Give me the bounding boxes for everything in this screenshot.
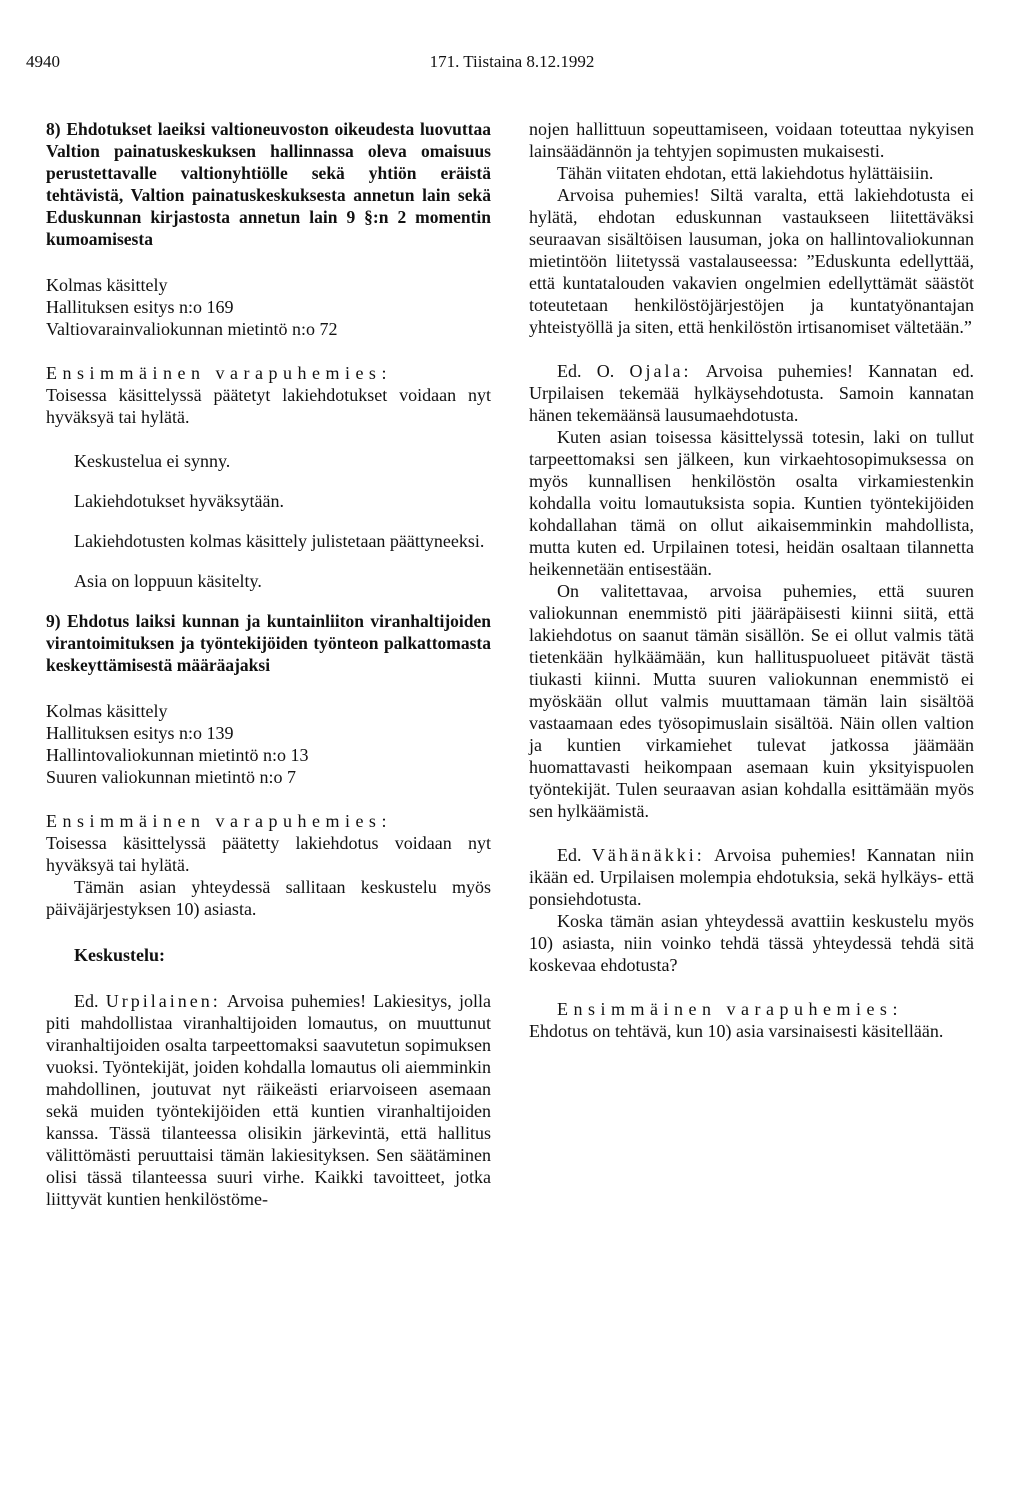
vahanakki-paragraph: Koska tämän asian yhteydessä avattiin keskustelu myös 10) asiasta, niin voinko tehdä tässä yhteydessä tehdä sitä koskevaa ehdotusta? xyxy=(529,911,974,975)
item-8-title: 8) Ehdotukset laeiksi valtioneuvoston oikeudesta luovuttaa Valtion painatuskeskuksen hallinnassa oleva omaisuus perustettavalle valtionyhtiölle sekä yhtiön eräistä tehtävistä, Valtion painatuskeskuksesta annetun lain sekä Eduskunnan kirjastosta annetun lain 9 §:n 2 momentin kumoamisesta xyxy=(46,119,491,249)
left-column xyxy=(46,118,491,1210)
chair-speech-continued: Tämän asian yhteydessä sallitaan keskustelu myös päiväjärjestyksen 10) asiasta. xyxy=(46,877,491,919)
committee-report: Hallintovaliokunnan mietintö n:o 13 xyxy=(46,745,309,765)
grand-committee-report: Suuren valiokunnan mietintö n:o 7 xyxy=(46,767,296,787)
committee-report: Valtiovarainvaliokunnan mietintö n:o 72 xyxy=(46,319,338,339)
approved-note: Lakiehdotukset hyväksytään. xyxy=(74,491,284,511)
speech-text: Arvoisa puhemies! Kannatan niin ikään ed. Urpilaisen molempia ehdotuksia, sekä hylkäys- että ponsiehdotusta. xyxy=(529,845,975,909)
speaker-name: Ensimmäinen varapuhemies: xyxy=(46,811,392,831)
page-header xyxy=(0,52,1024,80)
government-proposal: Hallituksen esitys n:o 169 xyxy=(46,297,234,317)
speaker-prefix: Ed. xyxy=(557,845,582,865)
item-8-chair-statement xyxy=(46,362,491,428)
item-9-reading-info xyxy=(46,700,491,788)
speaker-name: Ensimmäinen varapuhemies: xyxy=(46,363,392,383)
speech-text: Arvoisa puhemies! Lakiesitys, jolla piti mahdollistaa viranhaltijoiden lomautus, on muuttunut viranhaltijoiden osalta tarpeettomaksi saavutetun sopimuksen vuoksi. Työntekijät, joiden kohdalla lomautus oli aiemminkin mahdollinen, joutuvat nyt räikeästi eriarvoiseen asemaan sekä muiden työntekijöiden että kuntien viranhaltijoiden kanssa. Tässä tilanteessa olisikin järkevintä, että hallitus välittömästi peruuttaisi tämän lakiesityksen. Sen säätäminen olisi tässä tilanteessa suuri virhe. Kaikki tavoitteet, jotka liittyvät kuntien henkilöstöme- xyxy=(46,991,491,1209)
speech-text: Arvoisa puhemies! Kannatan ed. Urpilaisen tekemää hylkäysehdotusta. Samoin kannatan hänen tekemäänsä lausumaehdotusta. xyxy=(529,361,975,425)
speaker-name: Ojala: xyxy=(629,361,692,381)
speaker-prefix: Ed. O. xyxy=(557,361,615,381)
reading-stage: Kolmas käsittely xyxy=(46,275,168,295)
vahanakki-speech xyxy=(529,844,974,910)
ojala-paragraph: Kuten asian toisessa käsittelyssä totesin, laki on tullut tarpeettomaksi sen jälkeen, kun virkaehtosopimuksessa on myös kunnallisen henkilöstön osalta virkamiestenkin kohdalla voitu lomautuksista sopia. Kuntien työntekijöiden kohdallahan tämä on ollut aikaisemminkin mahdollista, mutta kuten ed. Urpilainen totesi, heidän osaltaan tilannetta heikennetään entisestään. xyxy=(529,427,974,579)
matter-done-note: Asia on loppuun käsitelty. xyxy=(74,571,262,591)
no-debate-note: Keskustelua ei synny. xyxy=(74,451,231,471)
government-proposal: Hallituksen esitys n:o 139 xyxy=(46,723,234,743)
speaker-name: Ensimmäinen varapuhemies: xyxy=(557,999,903,1019)
urpilainen-proposal: Tähän viitaten ehdotan, että lakiehdotus hylättäisiin. xyxy=(557,163,934,183)
item-8-reading-info xyxy=(46,274,491,340)
page-number: 4940 xyxy=(26,52,60,71)
reading-ended-note: Lakiehdotusten kolmas käsittely julistetaan päättyneeksi. xyxy=(74,531,485,551)
urpilainen-speech-continued: nojen hallittuun sopeuttamiseen, voidaan toteuttaa nykyisen lainsäädännön ja tehtyjen sopimusten mukaisesti. xyxy=(529,119,974,161)
urpilainen-statement-proposal: Arvoisa puhemies! Siltä varalta, että lakiehdotusta ei hylätä, ehdotan eduskunnan vastaukseen liitettäväksi seuraavan sisältöisen lausuman, joka on hallintovaliokunnan mietintöön liitetyssä vastalauseessa: ”Eduskunta edellyttää, että kuntatalouden vakavien ongelmien edellyttämät säästöt toteutetaan henkilöstöjärjestöjen ja kuntatyönantajan yhteistyöllä ja siten, että henkilöstön irtisanomiset vältetään.” xyxy=(529,185,974,337)
debate-heading: Keskustelu: xyxy=(74,945,166,965)
ojala-speech xyxy=(529,360,974,426)
item-9-title: 9) Ehdotus laiksi kunnan ja kuntainliiton viranhaltijoiden virantoimituksen ja työntekijöiden työnteon palkattomasta keskeyttämisestä määräajaksi xyxy=(46,611,491,675)
chair-speech: Toisessa käsittelyssä päätetty lakiehdotus voidaan nyt hyväksyä tai hylätä. xyxy=(46,833,491,875)
speaker-name: Urpilainen: xyxy=(105,991,221,1011)
chair-speech: Ehdotus on tehtävä, kun 10) asia varsinaisesti käsitellään. xyxy=(529,1021,944,1041)
chair-speech: Toisessa käsittelyssä päätetyt lakiehdotukset voidaan nyt hyväksyä tai hylätä. xyxy=(46,385,491,427)
reading-stage: Kolmas käsittely xyxy=(46,701,168,721)
speaker-name: Vähänäkki: xyxy=(591,845,705,865)
right-column xyxy=(529,118,974,1042)
item-9-chair-statement xyxy=(46,810,491,876)
ojala-paragraph: On valitettavaa, arvoisa puhemies, että suuren valiokunnan enemmistö piti jääräpäisesti kiinni siitä, että lakiehdotus on saanut tämän sisällön. Se ei ollut valmis tätä tietenkään hylkäämään, kun hallituspuolueet pitävät tästä tiukasti kiinni. Mutta suuren valiokunnan enemmistö ei myöskään ollut valmis muuttamaan tämän lain sisältöä vastaamaan edes työsopimuslain sisältöä. Näin ollen valtion ja kuntien virkamiehet tulevat jatkossa jäämään huomattavasti heikompaan asemaan kuin yksityispuolen työntekijät. Tulen seuraavan asian kohdalla esittämään myös sen hylkäämistä. xyxy=(529,581,974,821)
urpilainen-speech xyxy=(46,990,491,1210)
speaker-prefix: Ed. xyxy=(74,991,99,1011)
session-heading: 171. Tiistaina 8.12.1992 xyxy=(429,52,595,71)
final-chair-statement xyxy=(529,998,974,1042)
